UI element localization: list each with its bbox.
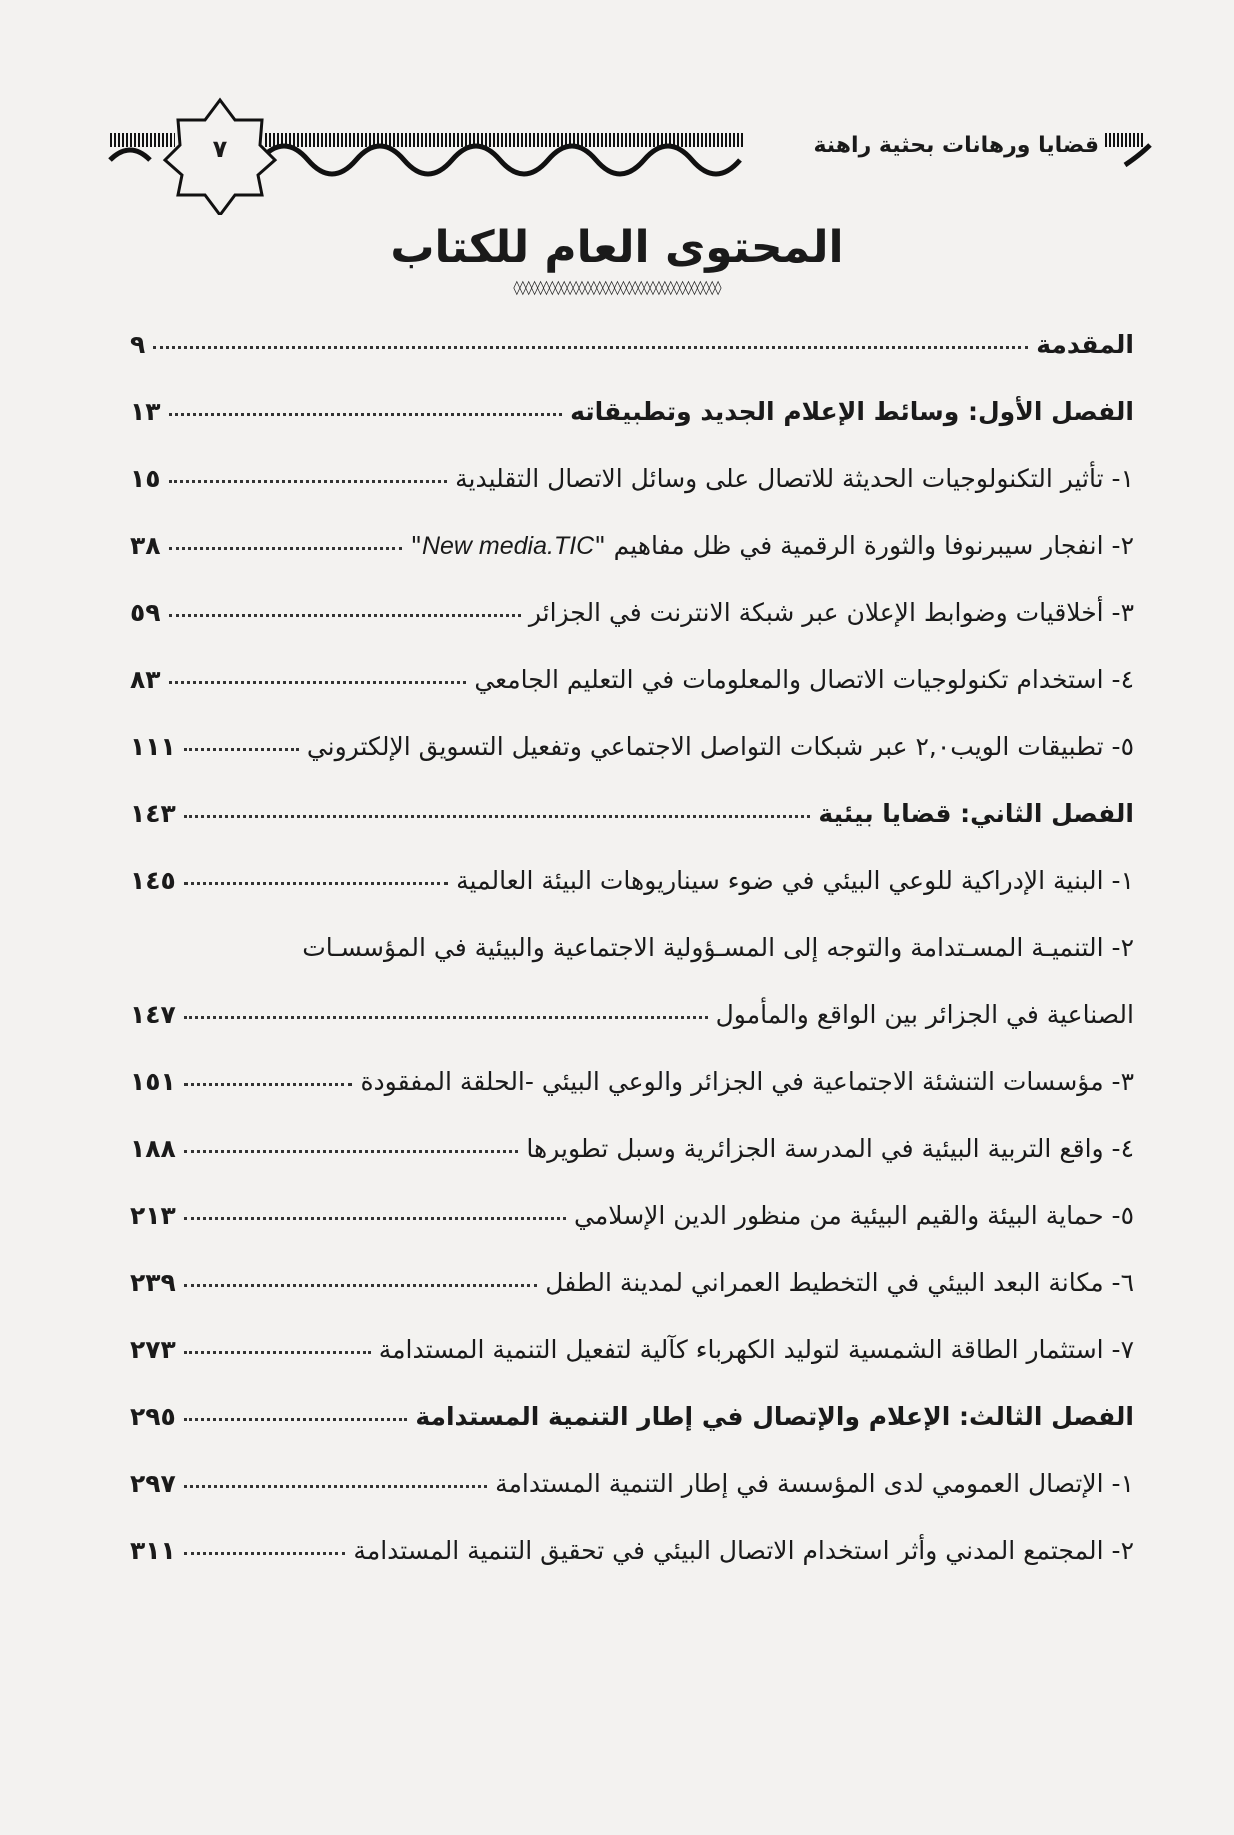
page-number: ٧ bbox=[212, 135, 228, 163]
toc-entry-text: ١- الإتصال العمومي لدى المؤسسة في إطار التنمية المستدامة bbox=[495, 1469, 1134, 1498]
toc-entry-title bbox=[716, 1000, 1134, 1029]
leader-dots bbox=[169, 614, 521, 617]
toc-page-number: ١٥ bbox=[130, 464, 161, 493]
title-ornament-glyphs: ◊◊◊◊◊◊◊◊◊◊◊◊◊◊◊◊◊◊◊◊◊◊◊◊◊◊◊◊◊◊◊◊◊◊◊ bbox=[513, 280, 721, 296]
page-title: المحتوى العام للكتاب bbox=[390, 222, 844, 273]
toc-chapter-entry bbox=[130, 330, 1134, 397]
leader-dots bbox=[184, 1418, 408, 1421]
leader-dots bbox=[169, 681, 467, 684]
toc-entry-title bbox=[474, 665, 1134, 694]
toc-page-number: ٣٨ bbox=[130, 531, 161, 560]
toc-entry-title bbox=[545, 1268, 1134, 1297]
leader-dots bbox=[184, 748, 299, 751]
toc-entry bbox=[130, 531, 1134, 598]
toc-page-number: ١٣ bbox=[130, 397, 161, 426]
toc-entry-text-end: " bbox=[410, 531, 422, 560]
toc-entry-text: ٦- مكانة البعد البيئي في التخطيط العمراني لمدينة الطفل bbox=[545, 1268, 1134, 1297]
toc-entry-title bbox=[570, 397, 1134, 426]
toc-entry-english: New media.TIC bbox=[421, 532, 595, 560]
toc-entry bbox=[130, 1536, 1134, 1603]
toc-entry bbox=[130, 1000, 1134, 1067]
leader-dots bbox=[184, 1552, 346, 1555]
toc-entry-title bbox=[302, 933, 1134, 962]
title-ornament bbox=[0, 280, 1234, 296]
leader-dots bbox=[169, 413, 563, 416]
toc-page-number: ١١١ bbox=[130, 732, 176, 761]
toc-page-number: ٢٣٩ bbox=[130, 1268, 176, 1297]
toc-entry-title bbox=[529, 598, 1134, 627]
toc-chapter-entry bbox=[130, 799, 1134, 866]
toc-entry-text: ٢- المجتمع المدني وأثر استخدام الاتصال البيئي في تحقيق التنمية المستدامة bbox=[353, 1536, 1134, 1565]
toc-entry-title bbox=[818, 799, 1134, 828]
running-header bbox=[0, 95, 1234, 215]
toc-entry-title bbox=[415, 1402, 1134, 1431]
toc-entry-text: ٣- مؤسسات التنشئة الاجتماعية في الجزائر والوعي البيئي -الحلقة المفقودة bbox=[360, 1067, 1134, 1096]
toc-entry-text: ٢- التنميـة المسـتدامة والتوجه إلى المسـؤولية الاجتماعية والبيئية في المؤسسـات bbox=[302, 933, 1134, 962]
leader-dots bbox=[184, 1150, 519, 1153]
toc-entry-text: ١- البنية الإدراكية للوعي البيئي في ضوء سيناريوهات البيئة العالمية bbox=[456, 866, 1134, 895]
toc-entry-title bbox=[456, 866, 1134, 895]
toc-entry-title bbox=[410, 531, 1134, 561]
toc-page-number: ٥٩ bbox=[130, 598, 161, 627]
toc-page-number: ١٨٨ bbox=[130, 1134, 176, 1163]
toc-entry-title bbox=[574, 1201, 1134, 1230]
toc-page-number: ٢٧٣ bbox=[130, 1335, 176, 1364]
running-title: قضايا ورهانات بحثية راهنة bbox=[813, 133, 1099, 158]
toc-entry-text: الفصل الأول: وسائط الإعلام الجديد وتطبيقاته bbox=[570, 397, 1134, 426]
toc-entry bbox=[130, 665, 1134, 732]
toc-page-number: ١٤٣ bbox=[130, 799, 176, 828]
table-of-contents bbox=[130, 330, 1134, 1603]
toc-entry-text: ١- تأثير التكنولوجيات الحديثة للاتصال على وسائل الاتصال التقليدية bbox=[455, 464, 1134, 493]
toc-entry-title bbox=[495, 1469, 1134, 1498]
leader-dots bbox=[184, 882, 448, 885]
toc-entry-title bbox=[1036, 330, 1134, 359]
toc-entry-text: المقدمة bbox=[1036, 330, 1134, 359]
toc-entry-title bbox=[353, 1536, 1134, 1565]
toc-entry bbox=[130, 933, 1134, 1000]
toc-entry-text: ٣- أخلاقيات وضوابط الإعلان عبر شبكة الانترنت في الجزائر bbox=[528, 598, 1134, 627]
toc-entry bbox=[130, 1335, 1134, 1402]
toc-entry-text: الفصل الثاني: قضايا بيئية bbox=[818, 799, 1134, 828]
toc-entry bbox=[130, 464, 1134, 531]
toc-entry-text: الصناعية في الجزائر بين الواقع والمأمول bbox=[715, 1000, 1134, 1029]
toc-entry-title bbox=[307, 732, 1134, 761]
leader-dots bbox=[184, 1351, 371, 1354]
leader-dots bbox=[184, 815, 811, 818]
toc-entry-text: ٤- استخدام تكنولوجيات الاتصال والمعلومات في التعليم الجامعي bbox=[474, 665, 1134, 694]
toc-chapter-entry bbox=[130, 1402, 1134, 1469]
leader-dots bbox=[184, 1083, 353, 1086]
toc-page-number: ١٤٧ bbox=[130, 1000, 176, 1029]
toc-entry bbox=[130, 1268, 1134, 1335]
leader-dots bbox=[169, 480, 448, 483]
toc-entry bbox=[130, 1469, 1134, 1536]
leader-dots bbox=[184, 1016, 708, 1019]
leader-dots bbox=[184, 1217, 566, 1220]
toc-page-number: ٢٩٧ bbox=[130, 1469, 176, 1498]
toc-page-number: ٨٣ bbox=[130, 665, 161, 694]
toc-chapter-entry bbox=[130, 397, 1134, 464]
toc-entry-title bbox=[379, 1335, 1134, 1364]
toc-entry-text: ٤- واقع التربية البيئية في المدرسة الجزائرية وسبل تطويرها bbox=[526, 1134, 1134, 1163]
toc-page-number: ٩ bbox=[130, 330, 146, 359]
leader-dots bbox=[184, 1485, 487, 1488]
toc-entry-text: ٢- انفجار سيبرنوفا والثورة الرقمية في ظل مفاهيم " bbox=[594, 531, 1134, 560]
toc-entry-text: الفصل الثالث: الإعلام والإتصال في إطار التنمية المستدامة bbox=[415, 1402, 1134, 1431]
toc-entry-text: ٥- تطبيقات الويب٢,٠ عبر شبكات التواصل الاجتماعي وتفعيل التسويق الإلكتروني bbox=[306, 732, 1134, 761]
leader-dots bbox=[169, 547, 403, 550]
toc-entry-title bbox=[455, 464, 1134, 493]
toc-entry-title bbox=[360, 1067, 1134, 1096]
toc-entry bbox=[130, 598, 1134, 665]
toc-page-number: ١٥١ bbox=[130, 1067, 176, 1096]
toc-page-number: ٢٩٥ bbox=[130, 1402, 176, 1431]
leader-dots bbox=[184, 1284, 538, 1287]
toc-page-number: ٢١٣ bbox=[130, 1201, 176, 1230]
toc-entry-text: ٧- استثمار الطاقة الشمسية لتوليد الكهرباء كآلية لتفعيل التنمية المستدامة bbox=[378, 1335, 1134, 1364]
toc-entry-text: ٥- حماية البيئة والقيم البيئية من منظور الدين الإسلامي bbox=[574, 1201, 1134, 1230]
leader-dots bbox=[153, 346, 1028, 349]
toc-entry bbox=[130, 1067, 1134, 1134]
toc-entry bbox=[130, 866, 1134, 933]
toc-entry bbox=[130, 1201, 1134, 1268]
toc-entry bbox=[130, 732, 1134, 799]
toc-page-number: ١٤٥ bbox=[130, 866, 176, 895]
toc-entry bbox=[130, 1134, 1134, 1201]
toc-entry-title bbox=[526, 1134, 1134, 1163]
toc-page-number: ٣١١ bbox=[130, 1536, 176, 1565]
